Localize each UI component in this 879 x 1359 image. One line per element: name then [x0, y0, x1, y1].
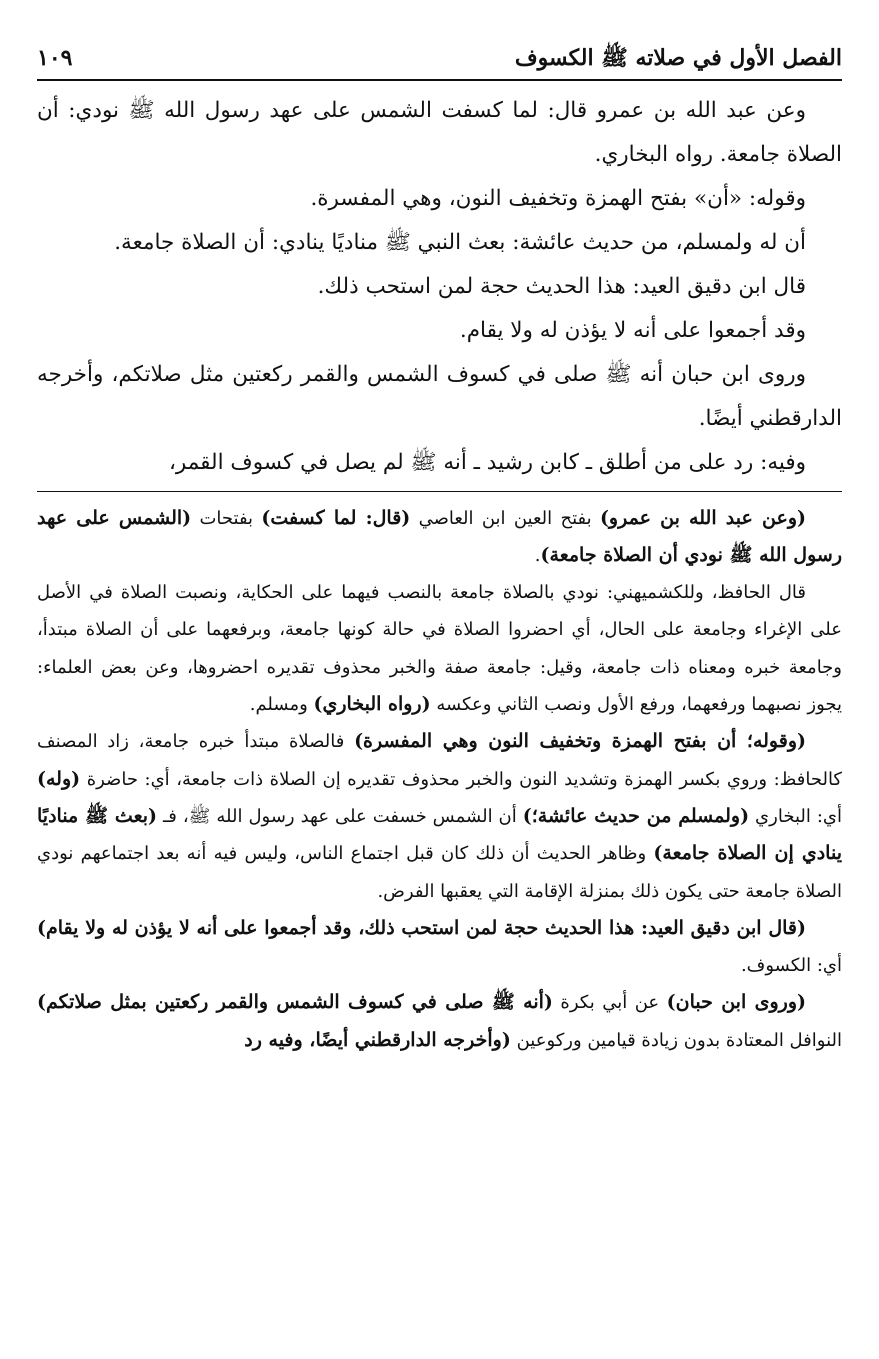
commentary-paragraph — [37, 574, 842, 723]
quoted-text: (قال ابن دقيق العيد: هذا الحديث حجة لمن استحب ذلك، وقد أجمعوا على أنه لا يؤذن له ولا يقام) — [37, 916, 806, 939]
commentary-paragraph — [37, 500, 842, 575]
commentary-paragraph — [37, 910, 842, 985]
commentary-paragraph — [37, 984, 842, 1059]
commentary-paragraph — [37, 723, 842, 909]
main-paragraph: وفيه: رد على من أطلق ـ كابن رشيد ـ أنه ﷺ لم يصل في كسوف القمر، — [168, 449, 806, 475]
quoted-text: (رواه البخاري) — [313, 693, 431, 716]
page-header — [37, 44, 842, 81]
commentary-text: النوافل المعتادة بدون زيادة قيامين وركوعين — [510, 1029, 842, 1051]
commentary-text: أن الشمس خسفت على عهد رسول الله ﷺ، فـ — [157, 805, 523, 827]
main-paragraph: وروى ابن حبان أنه ﷺ صلى في كسوف الشمس والقمر ركعتين مثل صلاتكم، وأخرجه الدارقطني أيضًا. — [37, 361, 842, 431]
quoted-text: (وله) — [37, 767, 81, 790]
main-paragraph: قال ابن دقيق العيد: هذا الحديث حجة لمن استحب ذلك. — [317, 273, 806, 299]
commentary-text: عن أبي بكرة — [552, 992, 667, 1014]
commentary-text: ومسلم. — [249, 694, 314, 716]
quoted-text: (وقوله؛ أن بفتح الهمزة وتخفيف النون وهي المفسرة) — [354, 730, 806, 753]
book-page — [37, 44, 842, 1059]
commentary — [37, 500, 842, 1059]
main-paragraph: وقد أجمعوا على أنه لا يؤذن له ولا يقام. — [459, 317, 806, 343]
main-paragraph: وعن عبد الله بن عمرو قال: لما كسفت الشمس على عهد رسول الله ﷺ نودي: أن الصلاة جامعة. رواه البخاري. — [37, 97, 842, 167]
quoted-text: (الشمس على عهد رسول الله ﷺ نودي أن الصلاة جامعة) — [37, 506, 842, 566]
commentary-text: وظاهر الحديث أن ذلك كان قبل اجتماع الناس، وليس فيه أنه بعد اجتماعهم نودي الصلاة جامعة حتى يكون ذلك بمنزلة الإقامة التي يعقبها الفرض. — [37, 843, 842, 902]
commentary-text: أي: الكسوف. — [740, 955, 842, 977]
main-paragraph: أن له ولمسلم، من حديث عائشة: بعث النبي ﷺ مناديًا ينادي: أن الصلاة جامعة. — [114, 229, 806, 255]
commentary-text: . — [534, 544, 541, 566]
chapter-title: الفصل الأول في صلاته ﷺ الكسوف — [514, 45, 842, 71]
quoted-text: (أنه ﷺ صلى في كسوف الشمس والقمر ركعتين بمثل صلاتكم) — [37, 991, 553, 1014]
commentary-text: بفتح العين ابن العاصي — [410, 507, 600, 529]
commentary-text: قال الحافظ، وللكشميهني: نودي بالصلاة جامعة بالنصب فيهما على الحكاية، ونصبت الصلاة في الأصل على الإغراء وجامعة على الحال، أي احضروا الصلاة في حالة كونها جامعة، وبرفعهما على أن الصلاة مبتدأ، وجامعة خبره ومعناه ذات جامعة، وقيل: جامعة صفة والخبر محذوف تقديره احضروها، وعن بعض العلماء: يجوز نصبهما ورفعهما، ورفع الأول ونصب الثاني وعكسه — [37, 582, 842, 716]
quoted-text: (وأخرجه الدارقطني أيضًا، وفيه رد — [244, 1028, 511, 1051]
quoted-text: (وعن عبد الله بن عمرو) — [599, 506, 807, 529]
quoted-text: (قال: لما كسفت) — [261, 506, 411, 529]
quoted-text: (وروى ابن حبان) — [666, 991, 807, 1014]
quoted-text: (بعث ﷺ مناديًا ينادي إن الصلاة جامعة) — [37, 804, 842, 865]
commentary-text: بفتحات — [191, 507, 262, 529]
commentary-text: فالصلاة مبتدأ خبره جامعة، زاد المصنف كالحافظ: وروي بكسر الهمزة وتشديد النون والخبر محذوف تقديره إن الصلاة ذات جامعة، أي: حاضرة — [37, 731, 842, 790]
main-paragraph: وقوله: «أن» بفتح الهمزة وتخفيف النون، وهي المفسرة. — [310, 185, 806, 211]
footnote-divider — [37, 491, 842, 492]
commentary-text: أي: البخاري — [749, 805, 842, 827]
page-number: ١٠٩ — [37, 45, 73, 71]
quoted-text: (ولمسلم من حديث عائشة؛) — [522, 804, 750, 827]
main-text — [37, 89, 842, 485]
